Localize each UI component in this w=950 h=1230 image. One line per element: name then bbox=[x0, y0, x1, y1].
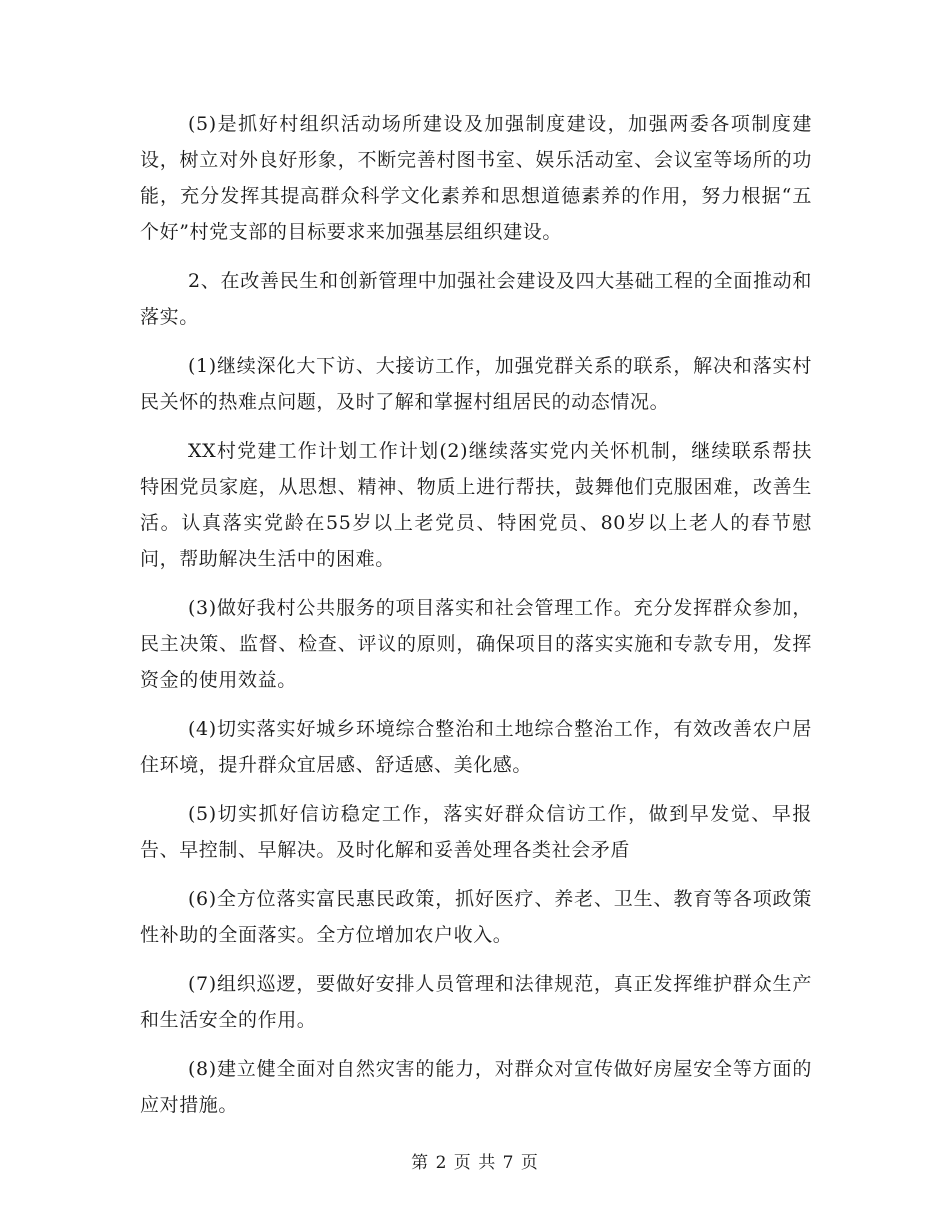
paragraph-10: (8)建立健全面对自然灾害的能力，对群众对宣传做好房屋安全等方面的应对措施。 bbox=[140, 1058, 812, 1116]
paragraph-6: (4)切实落实好城乡环境综合整治和土地综合整治工作，有效改善农户居住环境，提升群众宜居感、舒适感、美化感。 bbox=[140, 718, 812, 776]
paragraph-9: (7)组织巡逻，要做好安排人员管理和法律规范，真正发挥维护群众生产和生活安全的作用。 bbox=[140, 973, 812, 1031]
paragraph-7: (5)切实抓好信访稳定工作，落实好群众信访工作，做到早发觉、早报告、早控制、早解决。及时化解和妥善处理各类社会矛盾 bbox=[140, 803, 812, 861]
page-number-footer: 第 2 页 共 7 页 bbox=[411, 1153, 539, 1173]
paragraph-4: XX村党建工作计划工作计划(2)继续落实党内关怀机制，继续联系帮扶特困党员家庭，从思想、精神、物质上进行帮扶，鼓舞他们克服困难，改善生活。认真落实党龄在55岁以上老党员、特困党员、80岁以上老人的春节慰问，帮助解决生活中的困难。 bbox=[140, 440, 812, 570]
paragraph-5: (3)做好我村公共服务的项目落实和社会管理工作。充分发挥群众参加，民主决策、监督、检查、评议的原则，确保项目的落实实施和专款专用，发挥资金的使用效益。 bbox=[140, 597, 812, 691]
paragraph-8: (6)全方位落实富民惠民政策，抓好医疗、养老、卫生、教育等各项政策性补助的全面落实。全方位增加农户收入。 bbox=[140, 888, 812, 946]
paragraph-3: (1)继续深化大下访、大接访工作，加强党群关系的联系，解决和落实村民关怀的热难点问题，及时了解和掌握村组居民的动态情况。 bbox=[140, 355, 812, 413]
paragraph-2: 2、在改善民生和创新管理中加强社会建设及四大基础工程的全面推动和落实。 bbox=[140, 270, 812, 328]
paragraph-1: (5)是抓好村组织活动场所建设及加强制度建设，加强两委各项制度建设，树立对外良好形象，不断完善村图书室、娱乐活动室、会议室等场所的功能，充分发挥其提高群众科学文化素养和思想道德素养的作用，努力根据“五个好”村党支部的目标要求来加强基层组织建设。 bbox=[140, 113, 812, 243]
document-body bbox=[140, 106, 812, 1136]
